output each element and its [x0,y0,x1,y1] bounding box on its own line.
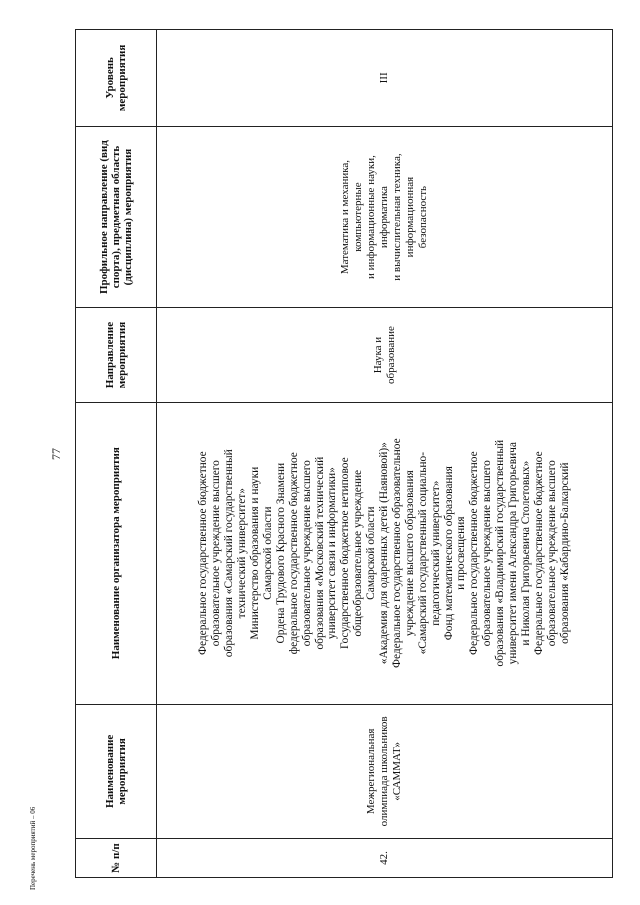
table-row [157,30,613,878]
table-header-row [76,30,157,878]
organizer-line: общеобразовательное учреждение [352,469,365,637]
organizer-line: педагогический университет» [429,480,442,626]
header-organizer: Наименование организатора мероприятия [76,402,157,704]
organizer-line: образовательное учреждение высшего [545,460,558,647]
cell-organizers [157,402,613,704]
organizer-line: и просвещения [455,516,468,590]
header-number: № п/п [76,839,157,878]
page-footer: Перечень мероприятий – 06 [29,806,37,890]
page-number: 77 [49,448,63,460]
profile-line: и вычислительная техника, [391,153,403,281]
organizer-line: образовательное учреждение высшего [210,460,223,647]
organizer-line: образовательное учреждение высшего [300,460,313,647]
organizer-line: федеральное государственное бюджетное [287,452,300,655]
profile-line: компьютерные [352,182,364,252]
organizer-line: Ордена Трудового Красного Знамени [274,462,287,644]
organizer-line: Самарской области [261,506,274,600]
organizer-line: и Николая Григорьевича Столетовых» [520,460,533,646]
organizer-line: Федеральное государственное бюджетное [468,451,481,656]
organizer-line: Государственное бюджетное нетиповое [339,457,352,649]
organizer-line: «Самарский государственный социально- [416,451,429,655]
organizer-line: образования «Кабардино-Балкарский [558,462,571,644]
organizer-line: образования «Московский технический [313,456,326,650]
organizer-line: образования «Владимирский государственный [494,439,507,667]
profile-line: Математика и механика, [339,159,351,275]
cell-event-name: Межрегиональная олимпиада школьников «САММАТ» [157,704,613,838]
profile-line: информатика [378,186,390,249]
organizer-line: учреждение высшего образования [403,470,416,637]
header-level: Уровень мероприятия [76,30,157,127]
organizer-line: университет связи и информатики» [326,467,339,640]
header-event-name: Наименование мероприятия [76,704,157,838]
organizer-line: Федеральное государственное образовательное [390,438,403,669]
profile-line: и информационные науки, [365,155,377,280]
header-direction: Направление мероприятия [76,308,157,402]
organizer-line: университет имени Александра Григорьевича [507,442,520,665]
organizer-line: Федеральное государственное бюджетное [197,451,210,656]
cell-number: 42. [157,839,613,878]
cell-profile [157,126,613,308]
organizer-line: «Академия для одаренных детей (Наяновой)» [378,442,391,665]
profile-line: информационная [404,176,416,258]
organizer-line: образовательное учреждение высшего [481,460,494,647]
header-profile: Профильное направление (вид спорта), предметная область (дисциплина) мероприятия [76,126,157,308]
event-table [75,29,613,878]
organizer-line: технический университет» [236,488,249,619]
cell-direction: Наука и образование [157,308,613,402]
organizer-line: Фонд математического образования [442,466,455,641]
event-table-wrapper [75,29,612,878]
organizer-line: образования «Самарский государственный [223,449,236,658]
cell-level: III [157,30,613,127]
organizer-line: Министерство образования и науки [248,466,261,640]
profile-line: безопасность [417,185,429,249]
organizer-line: Федеральное государственное бюджетное [532,451,545,656]
organizer-line: Самарской области [365,506,378,600]
